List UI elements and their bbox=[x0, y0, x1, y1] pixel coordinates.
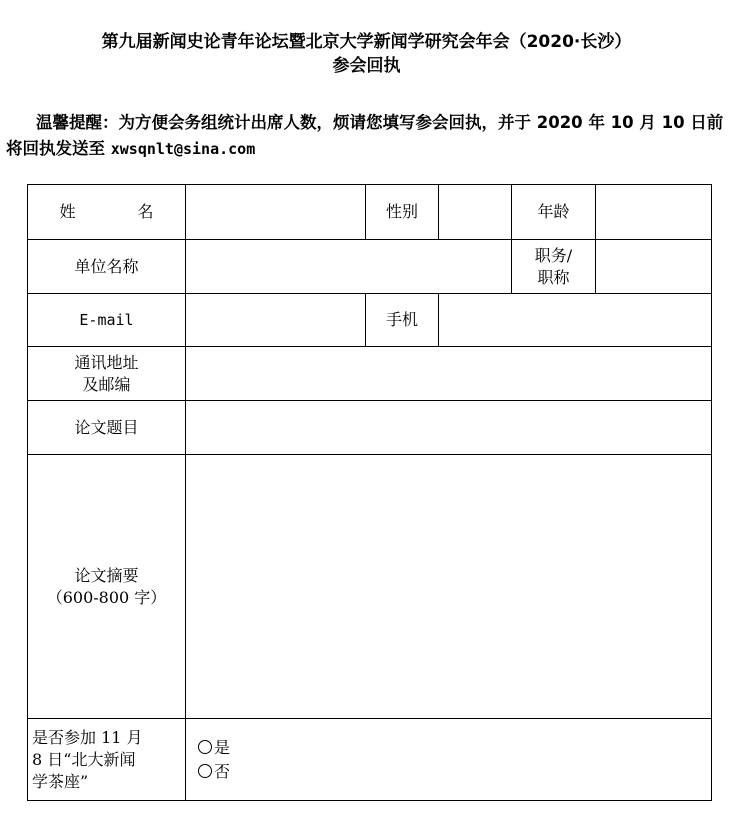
email-label: E-mail bbox=[28, 294, 186, 347]
notice-text: 温馨提醒：为方便会务组统计出席人数，烦请您填写参会回执，并于 2020 年 10 月 10 日前将回执发送至 bbox=[6, 113, 724, 158]
gender-field[interactable] bbox=[439, 185, 512, 240]
radio-circle-icon[interactable] bbox=[198, 740, 212, 754]
notice-email[interactable]: xwsqnlt@sina.com bbox=[110, 140, 256, 158]
form-title: 第九届新闻史论青年论坛暨北京大学新闻学研究会年会（2020·长沙） bbox=[101, 32, 632, 52]
registration-form-table bbox=[27, 184, 712, 801]
abstract-label bbox=[28, 455, 186, 719]
table-row bbox=[28, 347, 712, 401]
name-label bbox=[28, 185, 186, 240]
forum-options-cell bbox=[186, 719, 712, 801]
abstract-label-line2: （600-800 字） bbox=[46, 587, 167, 607]
phone-field[interactable] bbox=[439, 294, 712, 347]
option-no[interactable] bbox=[190, 760, 707, 784]
notice-paragraph bbox=[6, 110, 730, 162]
option-yes-label: 是 bbox=[214, 737, 231, 757]
job-title-label-line2: 职称 bbox=[537, 267, 570, 287]
paper-title-label: 论文题目 bbox=[28, 401, 186, 455]
age-label: 年龄 bbox=[512, 185, 596, 240]
table-row bbox=[28, 455, 712, 719]
table-row bbox=[28, 401, 712, 455]
table-row bbox=[28, 294, 712, 347]
org-field[interactable] bbox=[186, 240, 512, 294]
table-row bbox=[28, 185, 712, 240]
job-title-label-line1: 职务/ bbox=[534, 245, 573, 265]
paper-title-field[interactable] bbox=[186, 401, 712, 455]
phone-label: 手机 bbox=[366, 294, 439, 347]
table-row bbox=[28, 719, 712, 801]
email-field[interactable] bbox=[186, 294, 366, 347]
name-label-left: 姓 bbox=[59, 202, 76, 221]
option-no-label: 否 bbox=[214, 761, 231, 781]
forum-question-label bbox=[28, 719, 186, 801]
age-field[interactable] bbox=[596, 185, 712, 240]
forum-question-line3: 学茶座” bbox=[32, 771, 89, 791]
abstract-field[interactable] bbox=[186, 455, 712, 719]
table-row bbox=[28, 240, 712, 294]
org-label: 单位名称 bbox=[28, 240, 186, 294]
name-field[interactable] bbox=[186, 185, 366, 240]
job-title-field[interactable] bbox=[596, 240, 712, 294]
abstract-label-line1: 论文摘要 bbox=[74, 565, 139, 585]
option-yes[interactable] bbox=[190, 736, 707, 760]
job-title-label bbox=[512, 240, 596, 294]
address-label bbox=[28, 347, 186, 401]
name-label-right: 名 bbox=[137, 202, 154, 221]
gender-label: 性别 bbox=[366, 185, 439, 240]
forum-question-line1: 是否参加 11 月 bbox=[32, 727, 143, 747]
forum-question-line2: 8 日“北大新闻 bbox=[32, 749, 136, 769]
address-field[interactable] bbox=[186, 347, 712, 401]
radio-circle-icon[interactable] bbox=[198, 764, 212, 778]
form-subtitle: 参会回执 bbox=[332, 56, 401, 76]
address-label-line2: 及邮编 bbox=[82, 374, 131, 394]
address-label-line1: 通讯地址 bbox=[74, 352, 139, 372]
